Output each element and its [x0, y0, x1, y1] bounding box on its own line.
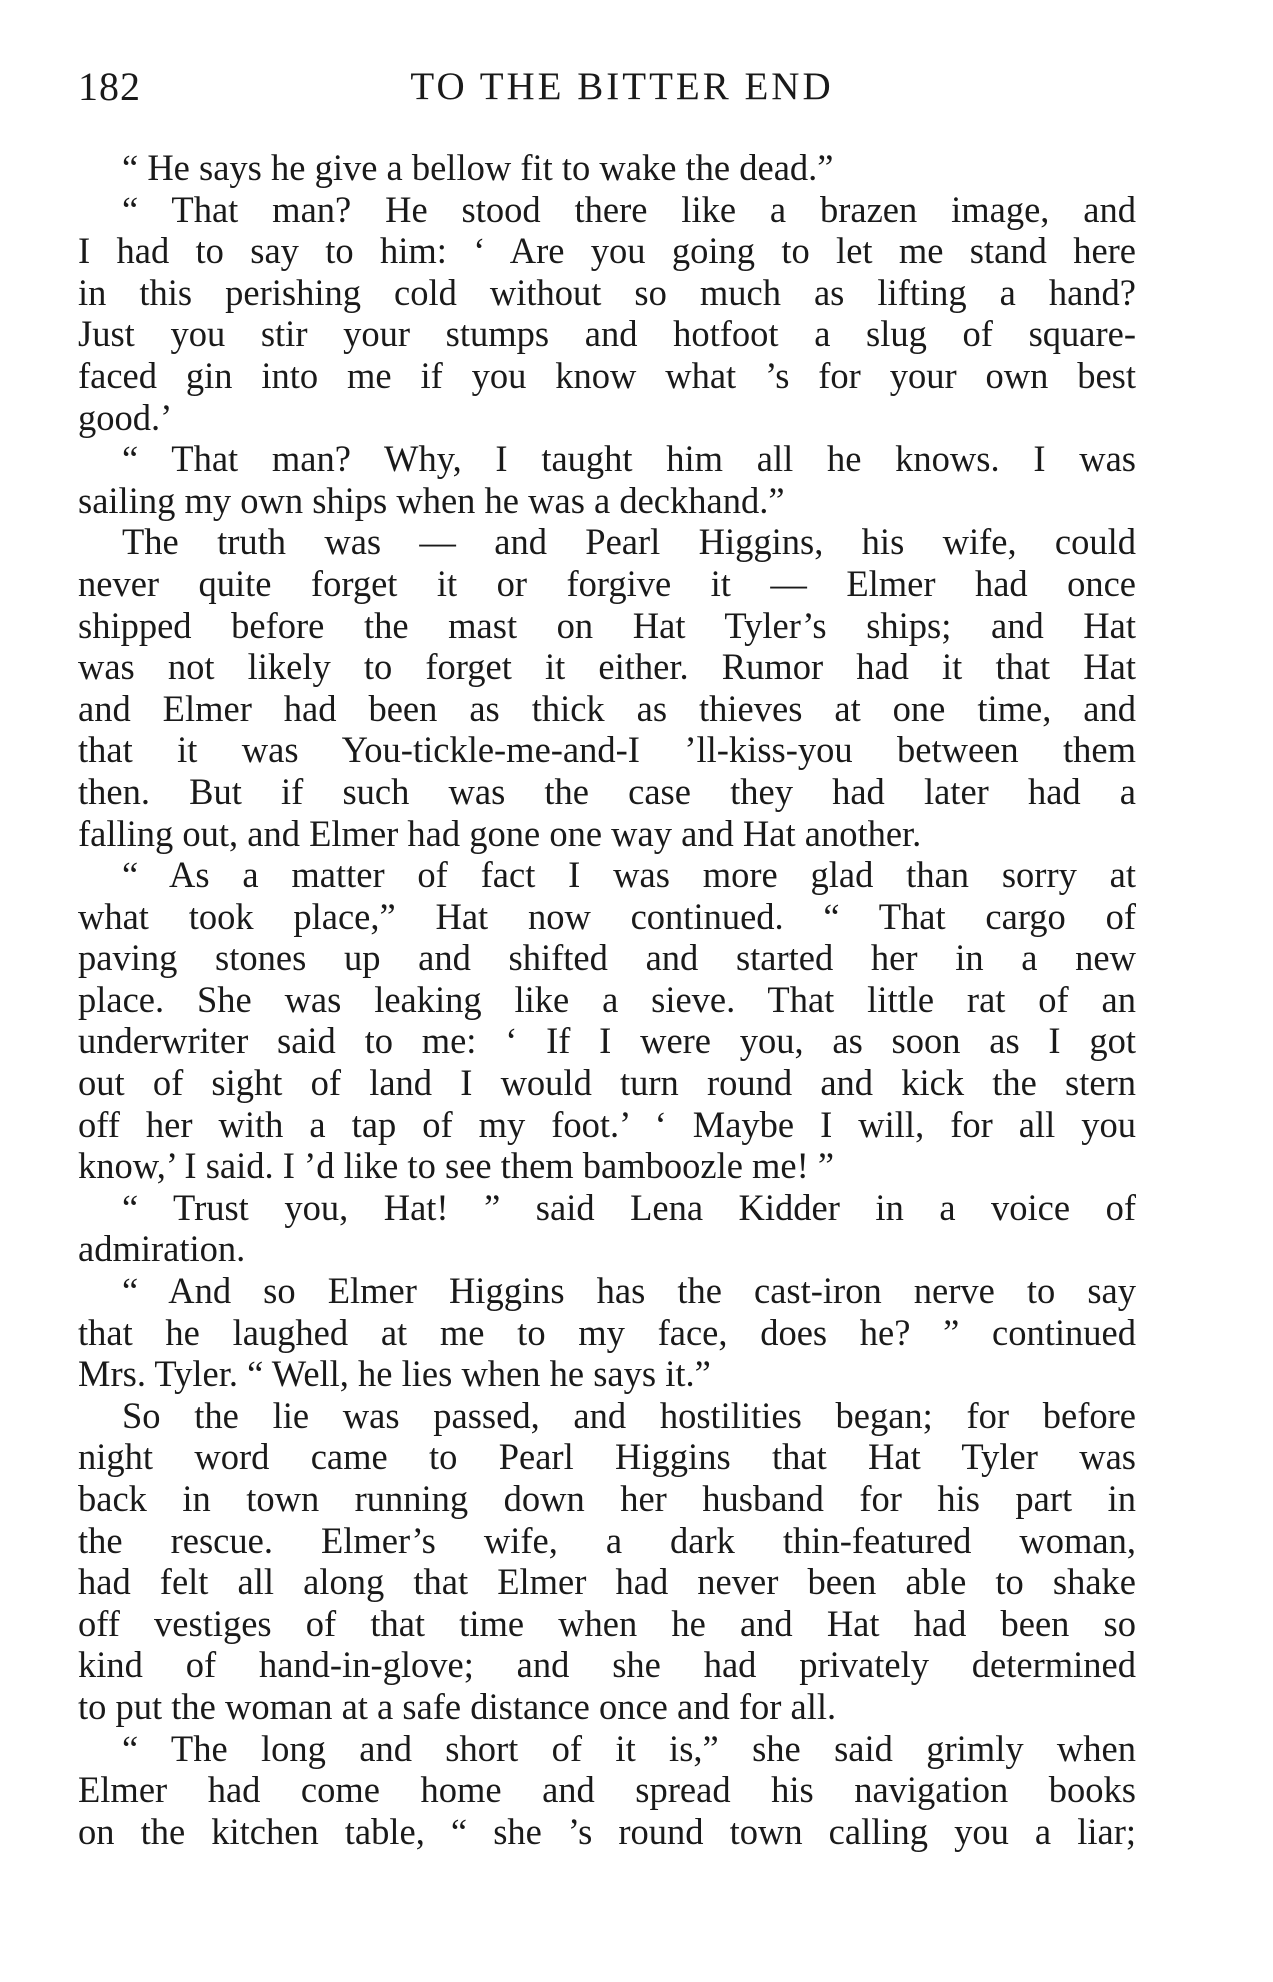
text-line: on the kitchen table, “ she ’s round town calling you a liar;	[78, 1810, 1136, 1852]
text-line: Just you stir your stumps and hotfoot a slug of square-	[78, 313, 1136, 355]
text-line: back in town running down her husband for his part in	[78, 1478, 1136, 1519]
text-line: then. But if such was the case they had later had a	[78, 770, 1136, 812]
text-line: out of sight of land I would turn round and kick the stern	[78, 1062, 1136, 1104]
text-line: “ As a matter of fact I was more glad than sorry at	[122, 854, 1136, 896]
text-line: kind of hand-in-glove; and she had privately determined	[78, 1644, 1136, 1686]
text-line: “ That man? Why, I taught him all he knows. I was	[122, 438, 1136, 480]
text-line: know,’ I said. I ’d like to see them bamboozle me! ”	[78, 1145, 835, 1187]
text-line: paving stones up and shifted and started her in a new	[78, 937, 1136, 979]
text-line: was not likely to forget it either. Rumor had it that Hat	[78, 646, 1136, 688]
text-line: off her with a tap of my foot.’ ‘ Maybe I will, for all you	[78, 1103, 1136, 1145]
body-text	[78, 147, 1136, 1852]
text-line: to put the woman at a safe distance once and for all.	[78, 1685, 837, 1727]
text-line: “ Trust you, Hat! ” said Lena Kidder in a voice of	[122, 1186, 1136, 1228]
text-line: falling out, and Elmer had gone one way and Hat another.	[78, 812, 922, 854]
page-number: 182	[78, 64, 141, 109]
text-line: what took place,” Hat now continued. “ That cargo of	[78, 895, 1136, 937]
text-line: Mrs. Tyler. “ Well, he lies when he says it.”	[78, 1353, 711, 1395]
text-line: that it was You-tickle-me-and-I ’ll-kiss-you between them	[78, 729, 1136, 771]
text-line: underwriter said to me: ‘ If I were you, as soon as I got	[78, 1020, 1136, 1062]
text-line: off vestiges of that time when he and Hat had been so	[78, 1602, 1136, 1644]
text-line: “ The long and short of it is,” she said grimly when	[122, 1727, 1136, 1769]
text-line: never quite forget it or forgive it — Elmer had once	[78, 562, 1136, 604]
text-line: “ And so Elmer Higgins has the cast-iron nerve to say	[122, 1270, 1136, 1312]
text-line: admiration.	[78, 1228, 246, 1270]
text-line: place. She was leaking like a sieve. That little rat of an	[78, 978, 1136, 1020]
running-title: TO THE BITTER END	[410, 65, 834, 108]
text-line: had felt all along that Elmer had never been able to shake	[78, 1561, 1136, 1603]
text-line: that he laughed at me to my face, does he? ” continued	[78, 1311, 1136, 1353]
text-line: “ That man? He stood there like a brazen image, and	[122, 188, 1136, 230]
page-header	[78, 62, 1138, 112]
text-line: the rescue. Elmer’s wife, a dark thin-featured woman,	[78, 1519, 1136, 1561]
text-line: So the lie was passed, and hostilities began; for before	[122, 1394, 1136, 1436]
text-line: and Elmer had been as thick as thieves at one time, and	[78, 687, 1136, 729]
text-line: sailing my own ships when he was a deckhand.”	[78, 479, 785, 521]
text-line: good.’	[78, 396, 173, 438]
text-line: in this perishing cold without so much as lifting a hand?	[78, 271, 1136, 313]
text-line: The truth was — and Pearl Higgins, his wife, could	[122, 521, 1136, 563]
text-line: “ He says he give a bellow fit to wake the dead.”	[122, 147, 834, 188]
text-line: faced gin into me if you know what ’s for your own best	[78, 354, 1136, 396]
text-line: night word came to Pearl Higgins that Hat Tyler was	[78, 1436, 1136, 1478]
text-line: shipped before the mast on Hat Tyler’s ships; and Hat	[78, 604, 1136, 646]
text-line: Elmer had come home and spread his navigation books	[78, 1769, 1136, 1811]
text-line: I had to say to him: ‘ Are you going to let me stand here	[78, 230, 1136, 272]
